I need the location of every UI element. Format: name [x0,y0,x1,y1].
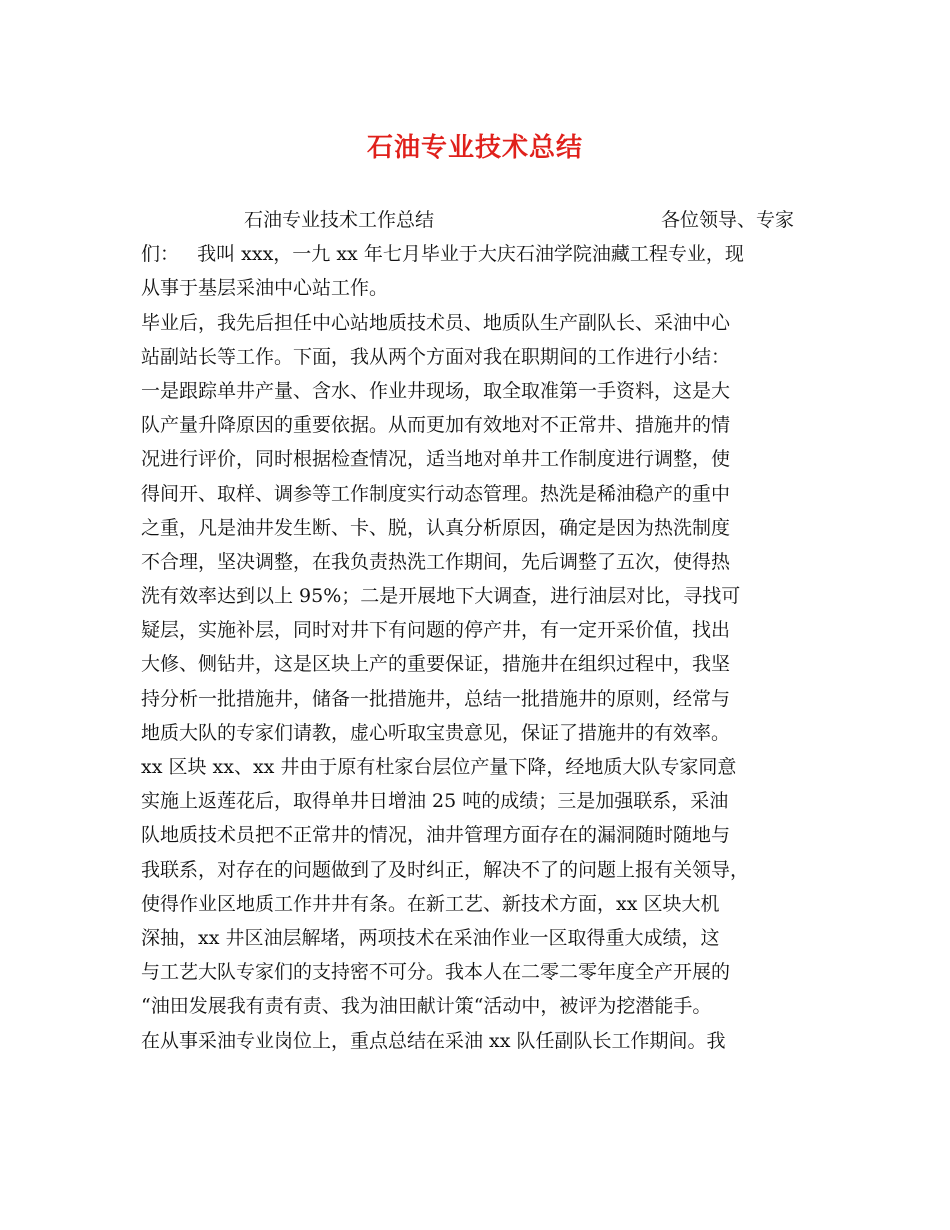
text-line [141,818,821,852]
document-body [141,203,821,1058]
text-segment: 在从事采油专业岗位上，重点总结在采油 xx 队任副队长工作期间。我 [141,1029,726,1052]
text-segment: 实施上返莲花后，取得单井日增油 25 吨的成绩；三是加强联系，采油 [141,790,729,813]
text-line [141,887,821,921]
text-line [141,955,821,989]
text-segment: 站副站长等工作。下面，我从两个方面对我在职期间的工作进行小结： [141,345,731,368]
text-line [141,374,821,408]
text-line [141,682,821,716]
text-segment: 队产量升降原因的重要依据。从而更加有效地对不正常井、措施井的情 [141,414,731,437]
document-title: 石油专业技术总结 [366,133,583,163]
text-segment: 毕业后，我先后担任中心站地质技术员、地质队生产副队长、采油中心 [141,311,731,334]
text-segment: 洗有效率达到以上 95%；二是开展地下大调查，进行油层对比，寻找可 [141,585,741,608]
text-segment: 队地质技术员把不正常井的情况，油井管理方面存在的漏洞随时随地与 [141,824,731,847]
text-line [141,1024,821,1058]
text-line [141,545,821,579]
text-line [141,408,821,442]
text-segment: 大修、侧钻井，这是区块上产的重要保证，措施井在组织过程中，我坚 [141,653,731,676]
text-segment: xx 区块 xx、xx 井由于原有杜家台层位产量下降，经地质大队专家同意 [141,756,737,778]
text-segment: 与工艺大队专家们的支持密不可分。我本人在二零二零年度全产开展的 [141,961,731,984]
text-line [141,853,821,887]
text-segment: 地质大队的专家们请教，虚心听取宝贵意见，保证了措施井的有效率。 [141,721,731,744]
text-segment: 深抽，xx 井区油层解堵，两项技术在采油作业一区取得重大成绩，这 [141,926,720,949]
text-line [141,477,821,511]
text-line [141,237,821,271]
text-line [141,613,821,647]
text-line [141,921,821,955]
text-segment: 使得作业区地质工作井井有条。在新工艺、新技术方面，xx 区块大机 [141,892,720,915]
text-line [141,989,821,1023]
text-line [141,271,821,305]
text-segment: 疑层，实施补层，同时对井下有问题的停产井，有一定开采价值，找出 [141,619,731,642]
text-segment: 们： 我叫 xxx，一九 xx 年七月毕业于大庆石油学院油藏工程专业，现 [141,243,744,266]
text-segment: “油田发展我有责有责、我为油田献计策“活动中，被评为挖潜能手。 [141,995,712,1018]
text-segment: 况进行评价，同时根据检查情况，适当地对单井工作制度进行调整，使 [141,448,731,471]
text-line [141,784,821,818]
text-segment: 不合理，坚决调整，在我负责热洗工作期间，先后调整了五次，使得热 [141,550,731,573]
text-line [141,203,821,237]
text-segment: 得间开、取样、调参等工作制度实行动态管理。热洗是稀油稳产的重中 [141,482,731,505]
text-line [141,647,821,681]
text-line [141,716,821,750]
text-segment: 持分析一批措施井，储备一批措施井，总结一批措施井的原则，经常与 [141,687,731,710]
text-segment: 石油专业技术工作总结 [244,209,435,231]
text-line [141,579,821,613]
text-segment: 各位领导、专家 [661,209,795,231]
text-segment: 从事于基层采油中心站工作。 [141,277,389,300]
text-line [141,511,821,545]
text-line [141,306,821,340]
text-line [141,340,821,374]
text-segment: 之重，凡是油井发生断、卡、脱，认真分析原因，确定是因为热洗制度 [141,516,731,539]
text-segment: 一是跟踪单井产量、含水、作业井现场，取全取准第一手资料，这是大 [141,379,731,402]
text-segment: 我联系，对存在的问题做到了及时纠正，解决不了的问题上报有关领导， [141,858,750,881]
text-line [141,750,821,784]
text-line [141,442,821,476]
